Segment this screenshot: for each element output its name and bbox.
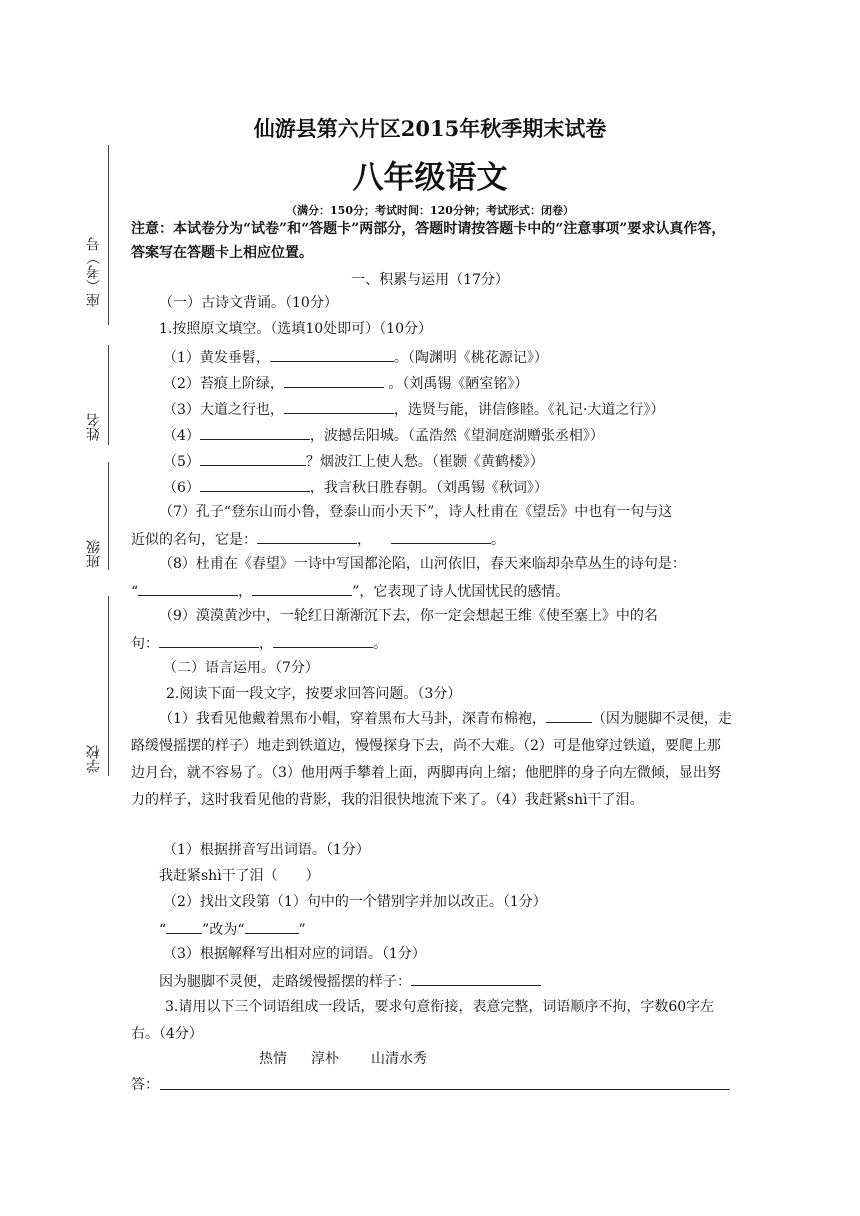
question-1: 1.按照原文填空。（选填10处即可）（10分） bbox=[159, 321, 432, 337]
answer-blank[interactable] bbox=[166, 919, 202, 934]
poem-item-2: （2）苔痕上阶绿， 。（刘禹锡《陋室铭》） bbox=[163, 373, 528, 393]
sub-question-3-answer: 因为腿脚不灵便，走路缓慢摇摆的样子： bbox=[159, 971, 541, 991]
sub-question-3: （3）根据解释写出相对应的词语。（1分） bbox=[163, 946, 426, 962]
exam-title: 仙游县第六片区2015年秋季期末试卷 bbox=[253, 116, 607, 141]
binding-line-class bbox=[108, 462, 109, 570]
poem-item-9: （9）漠漠黄沙中，一轮红日渐渐沉下去，你一定会想起王维《使至塞上》中的名 bbox=[159, 608, 658, 624]
exam-info: （满分：150分；考试时间：120分钟；考试形式：闭卷） bbox=[286, 204, 574, 217]
answer-blank[interactable] bbox=[284, 399, 394, 414]
answer-blank[interactable] bbox=[257, 529, 357, 544]
part1-heading: （一）古诗文背诵。（10分） bbox=[159, 295, 338, 311]
answer-blank[interactable] bbox=[138, 581, 238, 596]
part2-heading: （二）语言运用。（7分） bbox=[163, 660, 319, 676]
answer-blank[interactable] bbox=[546, 708, 592, 723]
poem-item-8: （8）杜甫在《春望》一诗中写国都沦陷，山河依旧，春天来临却杂草丛生的诗句是： bbox=[159, 556, 686, 572]
question-2: 2.阅读下面一段文字，按要求回答问题。（3分） bbox=[166, 686, 462, 702]
answer-blank[interactable] bbox=[411, 971, 541, 986]
exam-subject: 八年级语文 bbox=[352, 160, 508, 196]
poem-item-4: （4） ，波撼岳阳城。（孟浩然《望洞庭湖赠张丞相》） bbox=[163, 425, 604, 445]
answer-blank[interactable] bbox=[273, 633, 373, 648]
answer-blank[interactable] bbox=[284, 373, 384, 388]
answer-blank[interactable] bbox=[391, 529, 491, 544]
poem-item-9-answer: 句： ， 。 bbox=[131, 633, 387, 653]
sub-question-2-answer: “ ”改为“ ” bbox=[159, 919, 306, 939]
poem-item-6: （6） ，我言秋日胜春朝。（刘禹锡《秋词》） bbox=[163, 477, 548, 497]
binding-line-school bbox=[108, 596, 109, 776]
poem-item-1: （1）黄发垂髫， 。（陶渊明《桃花源记》） bbox=[163, 347, 548, 367]
answer-blank[interactable] bbox=[270, 347, 394, 362]
binding-line-name bbox=[108, 345, 109, 445]
answer-line[interactable] bbox=[160, 1089, 730, 1090]
poem-item-7: （7）孔子“登东山而小鲁，登泰山而小天下”，诗人杜甫在《望岳》中也有一句与这 bbox=[159, 504, 673, 520]
answer-blank[interactable] bbox=[200, 425, 310, 440]
seat-number-label: 座（考）号 bbox=[86, 237, 102, 307]
sub-question-1: （1）根据拼音写出词语。（1分） bbox=[163, 842, 370, 858]
school-label: 学校 bbox=[86, 745, 102, 773]
sub-question-2: （2）找出文段第（1）句中的一个错别字并加以改正。（1分） bbox=[163, 894, 547, 910]
poem-item-5: （5） ？烟波江上使人愁。（崔颢《黄鹤楼》） bbox=[163, 451, 544, 471]
answer-blank[interactable] bbox=[159, 633, 259, 648]
reading-passage: （1）我看见他戴着黑布小帽，穿着黑布大马卦，深青布棉袍， （因为腿脚不灵便，走路缓慢摇摆的样子）地走到铁道边，慢慢探身下去，尚不大难。（2）可是他穿过铁道，要爬上那边月台，就不容易了。（3）他用两手攀着上面，两脚再向上缩；他肥胖的身子向左微倾，显出努力的样子，这时我看见他的背影，我的泪很快地流下来了。（4）我赶紧shì干了泪。 bbox=[131, 706, 733, 814]
class-label: 班级 bbox=[86, 540, 102, 568]
name-label: 姓名 bbox=[86, 413, 102, 441]
question-3: 3.请用以下三个词语组成一段话，要求句意衔接，表意完整，词语顺序不拘，字数60字左右。（4分） bbox=[131, 999, 715, 1042]
answer-blank[interactable] bbox=[200, 477, 310, 492]
sub-question-1-answer: 我赶紧shì干了泪（ ） bbox=[159, 868, 320, 884]
word-list: 热情 淳朴 山清水秀 bbox=[259, 1051, 427, 1067]
section-title: 一、积累与运用（17分） bbox=[351, 272, 509, 288]
answer-label: 答： bbox=[131, 1077, 159, 1093]
answer-blank[interactable] bbox=[252, 581, 352, 596]
answer-blank[interactable] bbox=[245, 919, 299, 934]
answer-blank[interactable] bbox=[200, 451, 306, 466]
poem-item-3: （3）大道之行也， ，选贤与能，讲信修睦。《礼记·大道之行》） bbox=[163, 399, 664, 419]
poem-item-7-answer: 近似的名句，它是： ， 。 bbox=[131, 529, 505, 549]
poem-item-8-answer: “ ， ”，它表现了诗人忧国忧民的感情。 bbox=[131, 581, 569, 601]
notice: 注意：本试卷分为“试卷”和“答题卡”两部分，答题时请按答题卡中的“注意事项”要求认真作答，答案写在答题卡上相应位置。 bbox=[131, 221, 726, 261]
